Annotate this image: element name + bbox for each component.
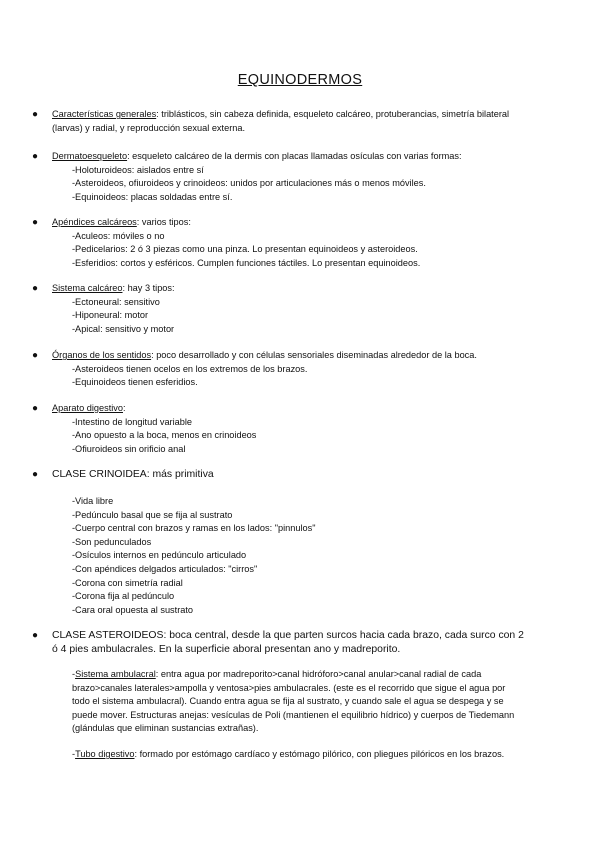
list-item: -Equinoideos: placas soldadas entre sí. <box>72 191 233 202</box>
item-list <box>72 363 522 390</box>
list-item: -Cuerpo central con brazos y ramas en los lados: "pinnulos" <box>72 523 316 534</box>
section-text: : poco desarrollado y con células sensoriales diseminadas alrededor de la boca. <box>151 350 477 360</box>
section-label: Apéndices calcáreos <box>52 217 137 227</box>
bullet-icon: ● <box>32 630 39 641</box>
subsection-text: : formado por estómago cardíaco y estómago pilórico, con pliegues pilóricos en los brazos. <box>134 749 505 759</box>
section-text: CLASE ASTEROIDEOS: boca central, desde la que parten surcos hacia cada brazo, cada surco con 2 ó 4 pies ambulacrales. En la superficie aboral presentan ano y madreporito. <box>52 630 524 655</box>
list-item: -Pedicelarios: 2 ó 3 piezas como una pinza. Lo presentan equinoideos y asteroideos. <box>72 244 418 255</box>
section-text: : triblásticos, sin cabeza definida, esqueleto calcáreo, protuberancias, simetría bilateral (larvas) y radial, y reproducción sexual externa. <box>52 109 510 133</box>
list-item: -Ofiuroideos sin orificio anal <box>72 443 186 454</box>
bullet-icon: ● <box>32 403 39 414</box>
item-list <box>72 416 522 457</box>
subsection-label: Sistema ambulacral <box>75 669 156 679</box>
item-list <box>72 164 522 205</box>
list-item: -Cara oral opuesta al sustrato <box>72 604 194 615</box>
subsection-text: : entra agua por madreporito>canal hidróforo>canal anular>canal radial de cada brazo>canales laterales>ampolla y ventosa>pies ambulacrales. (este es el recorrido que sigue el agua por todo el sistema ambulacral). Cuando entra agua se fija al sustrato, y cuando sale el agua se despega y se puede mover. Estructuras anejas: vesículas de Poli (mantienen el equilibrio hídrico) y cuerpos de Tiedemann (glándulas que eliminan sustancias extrañas). <box>72 669 515 734</box>
list-item: -Asteroideos tienen ocelos en los extremos de los brazos. <box>72 363 308 374</box>
bullet-icon: ● <box>32 469 39 480</box>
list-item: -Aculeos: móviles o no <box>72 230 165 241</box>
section-text: CLASE CRINOIDEA: más primitiva <box>52 469 214 480</box>
bullet-icon: ● <box>32 283 39 294</box>
list-item: -Ano opuesto a la boca, menos en crinoideos <box>72 430 257 441</box>
section-label: Sistema calcáreo <box>52 283 123 293</box>
item-list <box>72 230 522 271</box>
list-item: -Corona con simetría radial <box>72 577 183 588</box>
subsection-label: Tubo digestivo <box>75 749 135 759</box>
section-label: Dermatoesqueleto <box>52 151 128 161</box>
section-text: : varios tipos: <box>136 217 191 227</box>
bullet-icon: ● <box>32 350 39 361</box>
section-label: Órganos de los sentidos <box>52 350 152 360</box>
list-item: -Son pedunculados <box>72 536 152 547</box>
section-text: : <box>123 403 126 413</box>
section-label: Características generales <box>52 109 157 119</box>
list-item: -Vida libre <box>72 496 114 506</box>
list-item: -Osículos internos en pedúnculo articulado <box>72 550 247 561</box>
bullet-icon: ● <box>32 151 39 162</box>
subsection-sistema-ambulacral: -Sistema ambulacral: entra agua por madreporito>canal hidróforo>canal anular>canal radial de cada brazo>canales laterales>ampolla y ventosa>pies ambulacrales. (este es el recorrido que sigue el agua por todo el sistema ambulacral). Cuando entra agua se fija al sustrato, y cuando sale el agua se despega y se puede mover. Estructuras anejas: vesículas de Poli (mantienen el equilibrio hídrico) y cuerpos de Tiedemann (glándulas que eliminan sustancias extrañas). <box>72 669 515 734</box>
section-label: Aparato digestivo <box>52 403 123 413</box>
list-item: -Corona fija al pedúnculo <box>72 591 175 602</box>
item-list <box>72 495 522 617</box>
section-text: : hay 3 tipos: <box>122 283 175 293</box>
list-item: -Esferidios: cortos y esféricos. Cumplen funciones táctiles. Lo presentan equinoideos. <box>72 257 421 268</box>
list-item: -Pedúnculo basal que se fija al sustrato <box>72 509 233 520</box>
list-item: -Apical: sensitivo y motor <box>72 323 175 334</box>
list-item: -Intestino de longitud variable <box>72 416 193 427</box>
list-item: -Equinoideos tienen esferidios. <box>72 377 198 388</box>
subsection-tubo-digestivo: -Tubo digestivo: formado por estómago cardíaco y estómago pilórico, con pliegues pilóricos en los brazos. <box>72 749 505 759</box>
section-text: : esqueleto calcáreo de la dermis con placas llamadas osículas con varias formas: <box>127 151 462 161</box>
list-item: -Ectoneural: sensitivo <box>72 296 160 307</box>
bullet-icon: ● <box>32 217 39 228</box>
page-title: EQUINODERMOS <box>237 72 363 88</box>
list-item: -Asteroideos, ofiuroideos y crinoideos: unidos por articulaciones más o menos móviles. <box>72 178 426 189</box>
list-item: -Con apéndices delgados articulados: "cirros" <box>72 563 258 574</box>
bullet-icon: ● <box>32 109 39 120</box>
list-item: -Holoturoideos: aislados entre sí <box>72 164 204 175</box>
list-item: -Hiponeural: motor <box>72 310 149 321</box>
item-list <box>72 296 522 337</box>
